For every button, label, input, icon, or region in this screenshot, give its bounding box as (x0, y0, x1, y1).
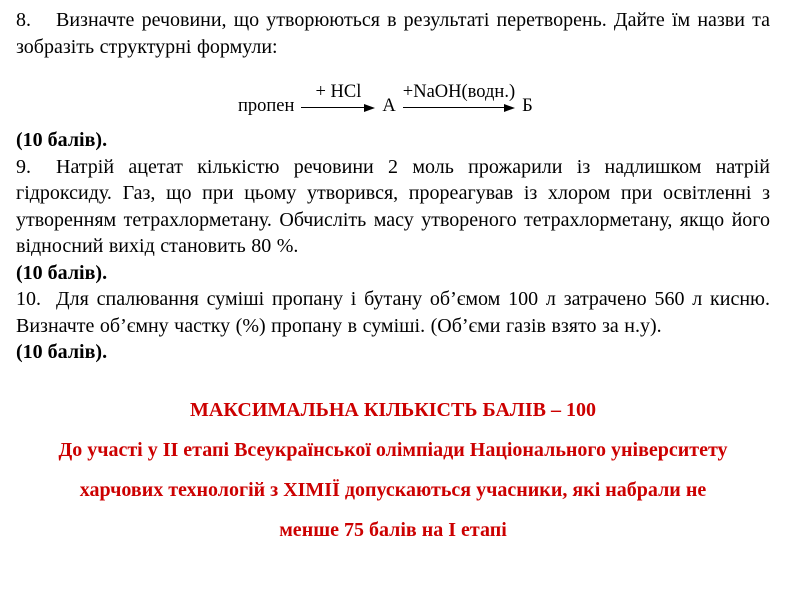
points-label-q10: (10 балів). (16, 341, 108, 363)
question-10 (16, 286, 770, 339)
max-score-line: МАКСИМАЛЬНА КІЛЬКІСТЬ БАЛІВ – 100 (190, 398, 596, 421)
admission-line-3: менше 75 балів на І етапі (279, 518, 507, 541)
reactant-label: пропен (238, 96, 295, 116)
question-10-text: Для спалювання суміші пропану і бутану об’ємом 100 л затрачено 560 л кисню. Визначте об’ємну частку (%) пропану в суміші. (Об’єми газів взято за н.у). (16, 288, 770, 337)
reagent-label-1: + HCl (315, 82, 362, 102)
reagent-label-2: +NaOH(водн.) (402, 82, 516, 102)
question-8-number: 8. (16, 9, 31, 31)
reaction-scheme (238, 82, 770, 117)
arrow-right-icon (301, 103, 375, 112)
product-label: Б (522, 96, 533, 116)
question-9-text: Натрій ацетат кількістю речовини 2 моль прожарили із надлишком натрій гідроксиду. Газ, що при цьому утворився, прореагував із хлором при освітленні з утворенням тетрахлорметану. Обчисліть масу утвореного тетрахлорметану, якщо його відносний вихід становить 80 %. (16, 155, 770, 257)
question-8-text: Визначте речовини, що утворюються в результаті перетворень. Дайте їм назви та зобразіть структурні формули: (16, 9, 770, 58)
footer-notice (16, 390, 770, 550)
question-9 (16, 154, 770, 260)
admission-line-2: харчових технологій з ХІМІЇ допускаються учасники, які набрали не (79, 478, 707, 501)
arrow-right-icon (403, 103, 515, 112)
admission-line-1: До участі у ІІ етапі Всеукраїнської олімпіади Національного університету (58, 438, 728, 461)
reaction-step-2 (403, 82, 515, 117)
question-9-number: 9. (16, 155, 31, 178)
points-label-q9: (10 балів). (16, 261, 108, 284)
reaction-step-1 (301, 82, 375, 117)
points-label-q8: (10 балів). (16, 129, 108, 151)
question-10-number: 10. (16, 288, 41, 310)
intermediate-label: А (382, 96, 396, 116)
question-8 (16, 7, 770, 60)
